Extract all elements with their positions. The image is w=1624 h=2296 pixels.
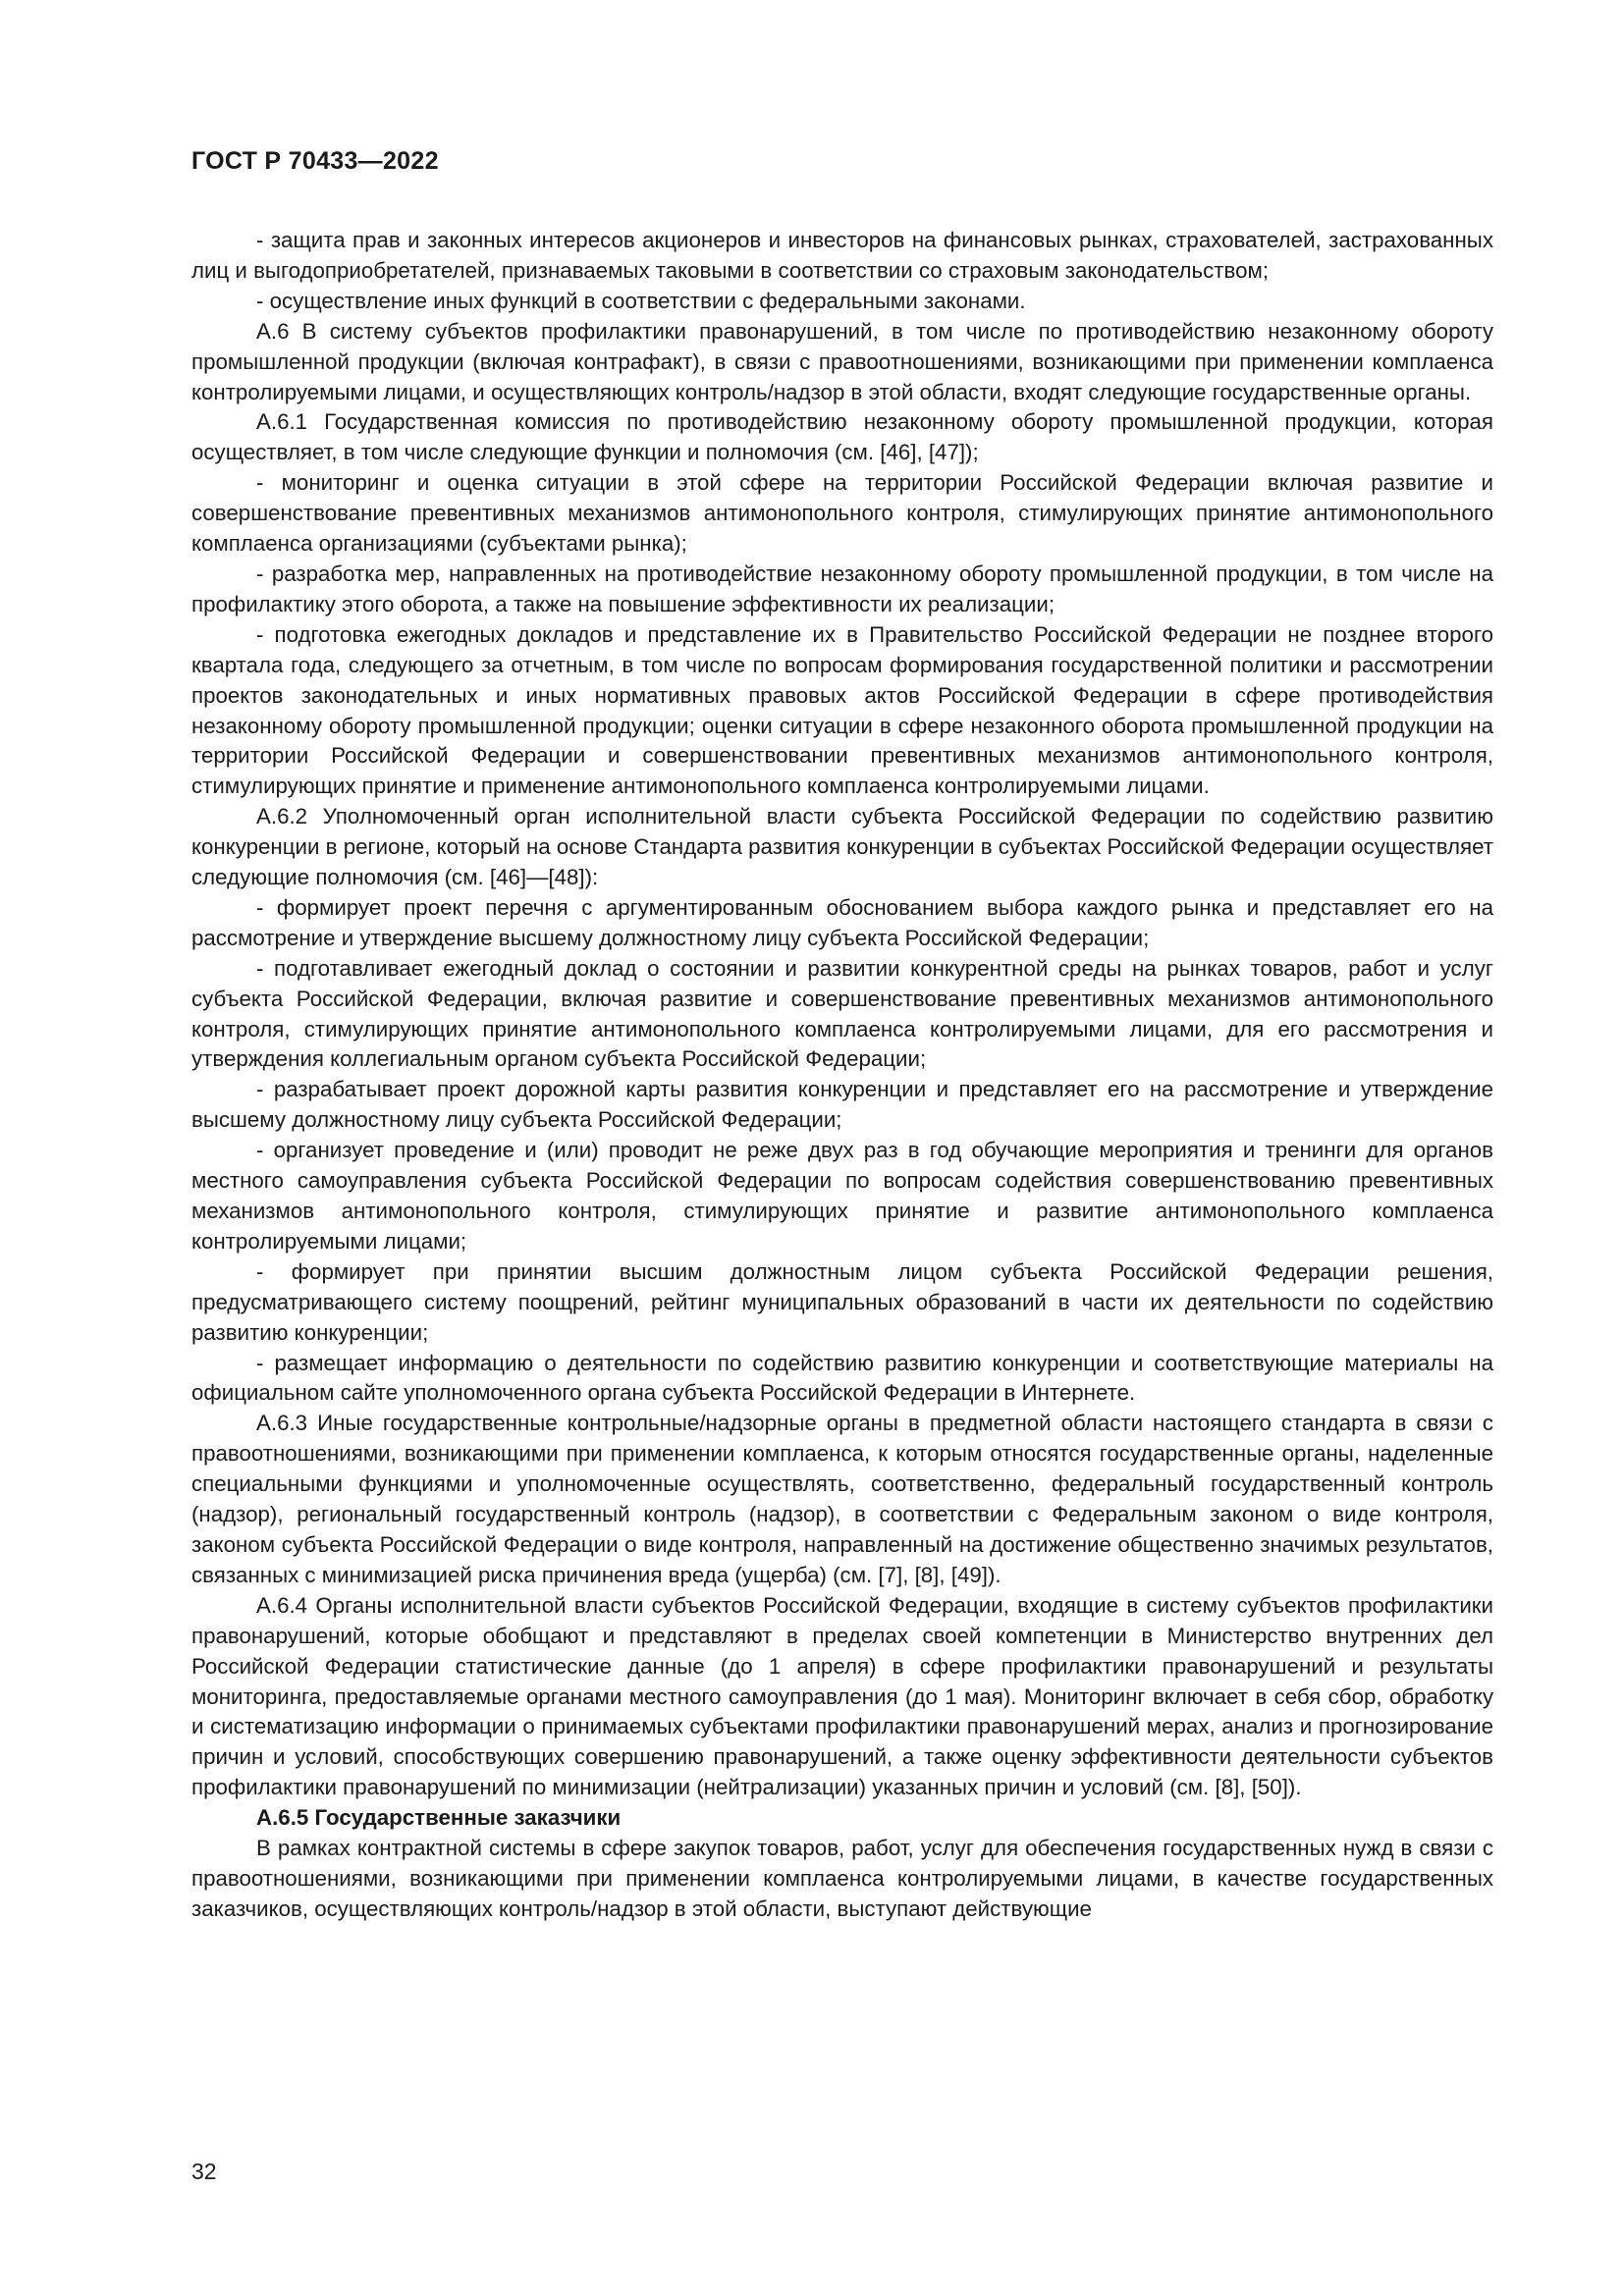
paragraph: В рамках контрактной системы в сфере закупок товаров, работ, услуг для обеспечения государственных нужд в связи с правоотношениями, возникающими при применении комплаенса контролируемыми лицами, в качестве государственных заказчиков, осуществляющих контроль/надзор в этой области, выступают действующие [191,1836,1493,1921]
paragraph: - подготавливает ежегодный доклад о состоянии и развитии конкурентной среды на рынках товаров, работ и услуг субъекта Российской Федерации, включая развитие и совершенствование превентивных механизмов антимонопольного контроля, стимулирующих принятие антимонопольного комплаенса контролируемыми лицами, для его рассмотрения и утверждения коллегиальным органом субъекта Российской Федерации; [191,955,1493,1072]
paragraph: - размещает информацию о деятельности по содействию развитию конкуренции и соответствующие материалы на официальном сайте уполномоченного органа субъекта Российской Федерации в Интернете. [191,1350,1493,1406]
paragraph: А.6.2 Уполномоченный орган исполнительной власти субъекта Российской Федерации по содействию развитию конкуренции в регионе, который на основе Стандарта развития конкуренции в субъектах Российской Федерации осуществляет следующие полномочия (см. [46]—[48]): [191,804,1493,890]
paragraph: - защита прав и законных интересов акционеров и инвесторов на финансовых рынках, страхователей, застрахованных лиц и выгодоприобретателей, признаваемых таковыми в соответствии со страховым законодательством; [191,228,1493,283]
paragraph: - разработка мер, направленных на противодействие незаконному обороту промышленной продукции, в том числе на профилактику этого оборота, а также на повышение эффективности их реализации; [191,561,1493,616]
paragraph: А.6.3 Иные государственные контрольные/надзорные органы в предметной области настоящего стандарта в связи с правоотношениями, возникающими при применении комплаенса, к которым относятся государственные органы, наделенные специальными функциями и уполномоченные осуществлять, соответственно, федеральный государственный контроль (надзор), региональный государственный контроль (надзор), в соответствии с Федеральным законом о виде контроля, законом субъекта Российской Федерации о виде контроля, направленный на достижение общественно значимых результатов, связанных с минимизацией риска причинения вреда (ущерба) (см. [7], [8], [49]). [191,1411,1493,1587]
paragraph: - организует проведение и (или) проводит не реже двух раз в год обучающие мероприятия и тренинги для органов местного самоуправления субъекта Российской Федерации по вопросам содействия совершенствованию превентивных механизмов антимонопольного контроля, стимулирующих принятие и развитие антимонопольного комплаенса контролируемыми лицами; [191,1138,1493,1254]
paragraph: А.6.1 Государственная комиссия по противодействию незаконному обороту промышленной продукции, которая осуществляет, в том числе следующие функции и полномочия (см. [46], [47]); [191,409,1493,465]
document-header: ГОСТ Р 70433—2022 [191,147,439,175]
paragraph: - формирует при принятии высшим должностным лицом субъекта Российской Федерации решения, предусматривающего систему поощрений, рейтинг муниципальных образований в части их деятельности по содействию развитию конкуренции; [191,1258,1493,1345]
paragraph: - формирует проект перечня с аргументированным обоснованием выбора каждого рынка и представляет его на рассмотрение и утверждение высшему должностному лицу субъекта Российской Федерации; [191,894,1493,950]
document-body [191,226,1493,1925]
page-number: 32 [191,2159,217,2184]
paragraph: - осуществление иных функций в соответствии с федеральными законами. [256,288,1026,313]
section-heading: А.6.5 Государственные заказчики [256,1805,622,1831]
paragraph: - подготовка ежегодных докладов и представление их в Правительство Российской Федерации не позднее второго квартала года, следующего за отчетным, в том числе по вопросам формирования государственной политики и рассмотрении проектов законодательных и иных нормативных правовых актов Российской Федерации в сфере противодействия незаконному обороту промышленной продукции; оценки ситуации в сфере незаконного оборота промышленной продукции на территории Российской Федерации и совершенствовании превентивных механизмов антимонопольного контроля, стимулирующих принятие и применение антимонопольного комплаенса контролируемыми лицами. [191,621,1493,799]
paragraph: А.6.4 Органы исполнительной власти субъектов Российской Федерации, входящие в систему субъектов профилактики правонарушений, которые обобщают и представляют в пределах своей компетенции в Министерство внутренних дел Российской Федерации статистические данные (до 1 апреля) в сфере профилактики правонарушений и результаты мониторинга, предоставляемые органами местного самоуправления (до 1 мая). Мониторинг включает в себя сбор, обработку и систематизацию информации о принимаемых субъектами профилактики правонарушений мерах, анализ и прогнозирование причин и условий, способствующих совершению правонарушений, а также оценку эффективности деятельности субъектов профилактики правонарушений по минимизации (нейтрализации) указанных причин и условий (см. [8], [50]). [191,1592,1493,1800]
paragraph: - разрабатывает проект дорожной карты развития конкуренции и представляет его на рассмотрение и утверждение высшему должностному лицу субъекта Российской Федерации; [191,1077,1493,1133]
paragraph: - мониторинг и оценка ситуации в этой сфере на территории Российской Федерации включая развитие и совершенствование превентивных механизмов антимонопольного контроля, стимулирующих принятие антимонопольного комплаенса организациями (субъектами рынка); [191,470,1493,557]
paragraph: А.6 В систему субъектов профилактики правонарушений, в том числе по противодействию незаконному обороту промышленной продукции (включая контрафакт), в связи с правоотношениями, возникающими при применении комплаенса контролируемыми лицами, и осуществляющих контроль/надзор в этой области, входят следующие государственные органы. [191,318,1493,404]
